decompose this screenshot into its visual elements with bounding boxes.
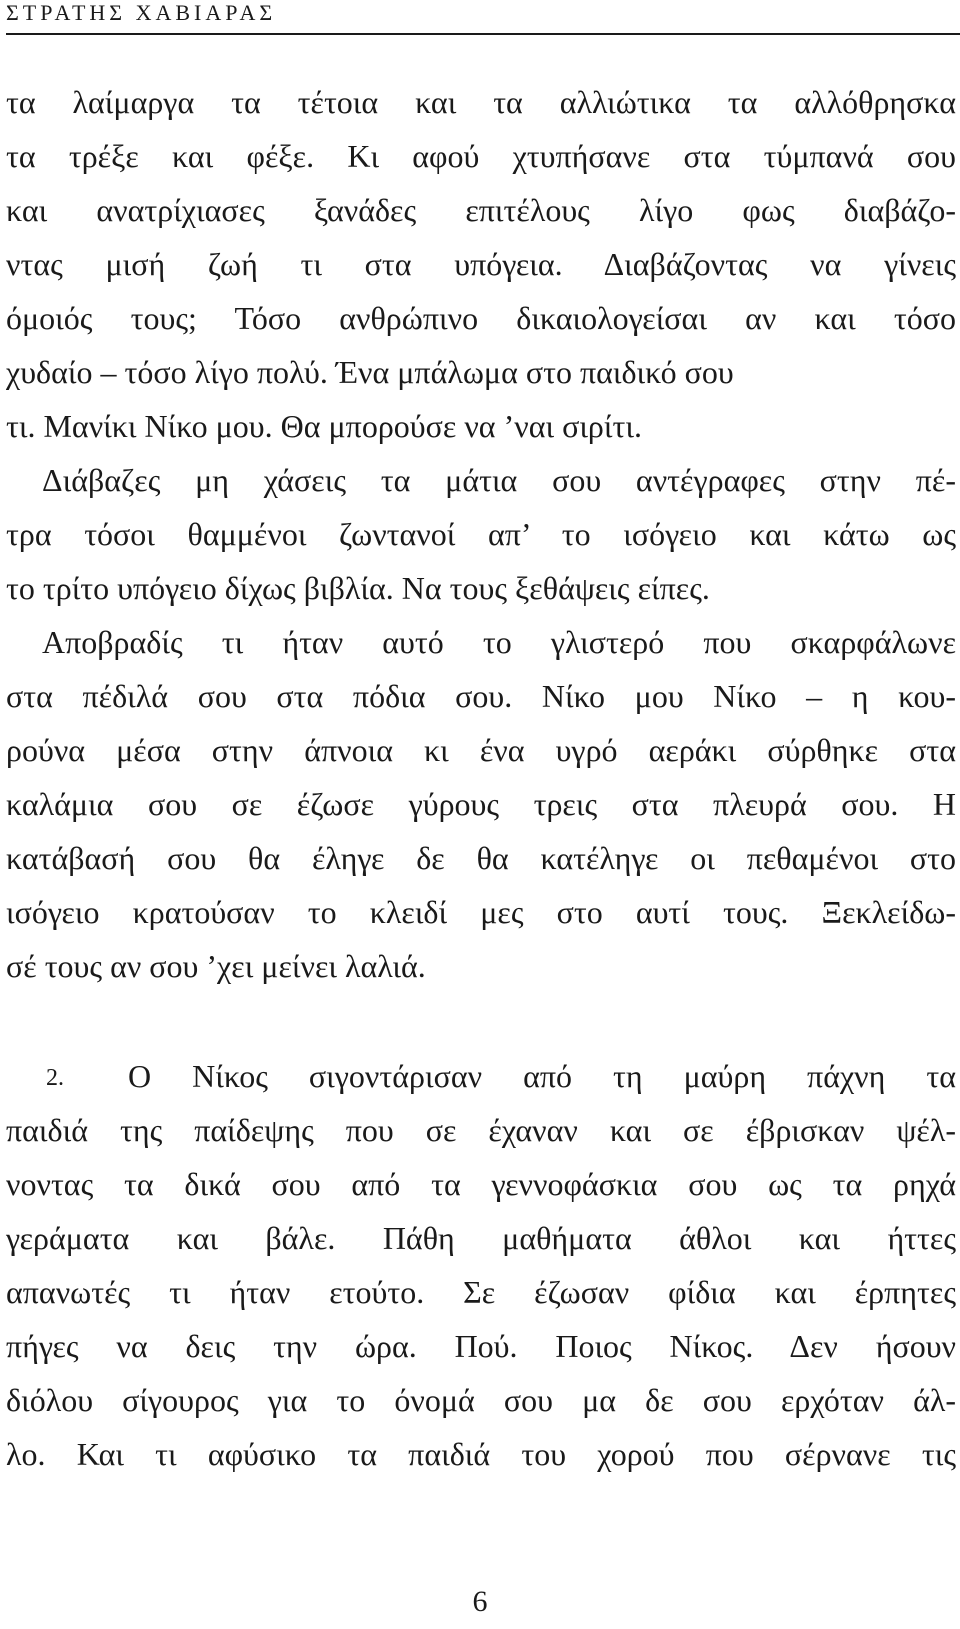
text-line: γεράματα και βάλε. Πάθη μαθήματα άθλοι και ήττες <box>6 1220 956 1256</box>
text-line: τα τρέξε και φέξε. Κι αφού χτυπήσανε στα τύμπανά σου <box>6 138 956 174</box>
text-line: διόλου σίγουρος για το όνομά σου μα δε σου ερχόταν άλ- <box>6 1382 956 1418</box>
text-line: παιδιά της παίδεψης που σε έχαναν και σε έβρισκαν ψέλ- <box>6 1112 956 1148</box>
section-number: 2. <box>46 1065 64 1091</box>
text-line: καλάμια σου σε έζωσε γύρους τρεις στα πλευρά σου. Η <box>6 786 956 822</box>
text-line: ισόγειο κρατούσαν το κλειδί μες στο αυτί τους. Ξεκλείδω- <box>6 894 956 930</box>
text-line: στα πέδιλά σου στα πόδια σου. Νίκο μου Νίκο – η κου- <box>6 678 956 714</box>
text-line: τρα τόσοι θαμμένοι ζωντανοί απ’ το ισόγειο και κάτω ως <box>6 516 956 552</box>
text-line: όμοιός τους; Τόσο ανθρώπινο δικαιολογείσαι αν και τόσο <box>6 300 956 336</box>
page-number: 6 <box>472 1585 488 1618</box>
text-line: και ανατρίχιασες ξανάδες επιτέλους λίγο φως διαβάζο- <box>6 192 956 228</box>
text-line: ρούνα μέσα στην άπνοια κι ένα υγρό αεράκι σύρθηκε στα <box>6 732 956 768</box>
text-line: νοντας τα δικά σου από τα γεννοφάσκια σου ως τα ρηχά <box>6 1166 956 1202</box>
running-title: ΣΤΡΑΤΗΣ ΧΑΒΙΑΡΑΣ <box>6 0 277 25</box>
text-line: ντας μισή ζωή τι στα υπόγεια. Διαβάζοντας να γίνεις <box>6 246 956 282</box>
text-line: Διάβαζες μη χάσεις τα μάτια σου αντέγραφες στην πέ- <box>42 462 956 498</box>
text-line: Αποβραδίς τι ήταν αυτό το γλιστερό που σκαρφάλωνε <box>42 624 956 660</box>
text-line: σέ τους αν σου ’χει μείνει λαλιά. <box>6 948 426 984</box>
text-line: χυδαίο – τόσο λίγο πολύ. Ένα μπάλωμα στο παιδικό σου <box>6 354 734 390</box>
text-line: τι. Μανίκι Νίκο μου. Θα μπορούσε να ’ναι σιρίτι. <box>6 408 642 444</box>
text-line: το τρίτο υπόγειο δίχως βιβλία. Να τους ξεθάψεις είπες. <box>6 570 710 606</box>
text-line: λο. Και τι αφύσικο τα παιδιά του χορού που σέρνανε τις <box>6 1436 956 1472</box>
text-line: απανωτές τι ήταν ετούτο. Σε έζωσαν φίδια και έρπητες <box>6 1274 956 1310</box>
text-line: Ο Νίκος σιγοντάρισαν από τη μαύρη πάχνη τα <box>128 1058 956 1094</box>
page-body <box>6 0 960 1629</box>
text-line: πήγες να δεις την ώρα. Πού. Ποιος Νίκος. Δεν ήσουν <box>6 1328 956 1364</box>
text-line: τα λαίμαργα τα τέτοια και τα αλλιώτικα τα αλλόθρησκα <box>6 84 956 120</box>
text-line: κατάβασή σου θα έληγε δε θα κατέληγε οι πεθαμένοι στο <box>6 840 956 876</box>
